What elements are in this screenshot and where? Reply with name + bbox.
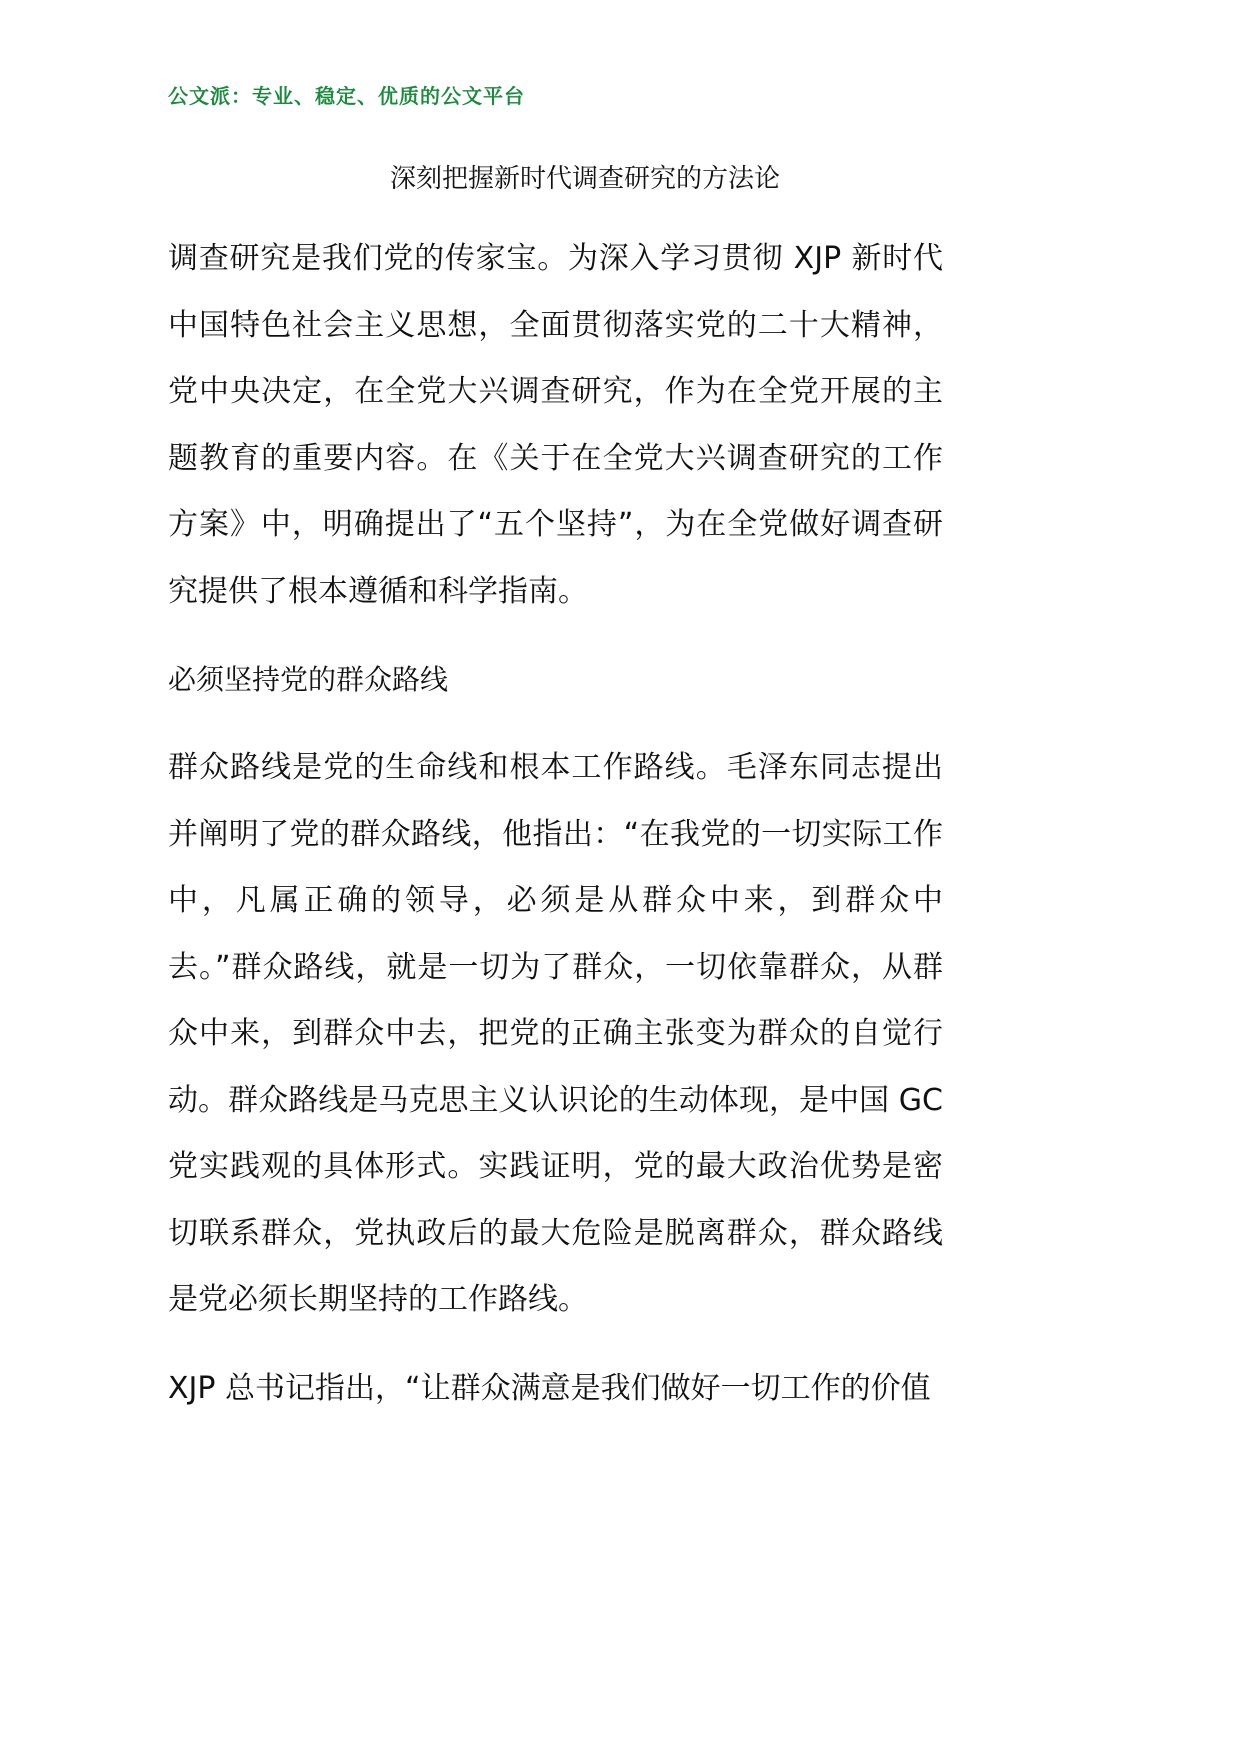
document-body <box>168 226 943 1444</box>
site-header: 公文派：专业、稳定、优质的公文平台 <box>168 84 525 108</box>
section-heading: 必须坚持党的群众路线 <box>168 663 449 696</box>
document-title: 深刻把握新时代调查研究的方法论 <box>389 164 780 194</box>
paragraph-quote: XJP 总书记指出，“让群众满意是我们做好一切工作的价值 <box>168 1370 931 1406</box>
paragraph-mass-line: 群众路线是党的生命线和根本工作路线。毛泽东同志提出并阐明了党的群众路线，他指出：“在我党的一切实际工作中，凡属正确的领导，必须是从群众中来，到群众中去。”群众路线，就是一切为了群众，一切依靠群众，从群众中来，到群众中去，把党的正确主张变为群众的自觉行动。群众路线是马克思主义认识论的生动体现，是中国 GC 党实践观的具体形式。实践证明，党的最大政治优势是密切联系群众，党执政后的最大危险是脱离群众，群众路线是党必须长期坚持的工作路线。 <box>168 750 943 1317</box>
paragraph-intro: 调查研究是我们党的传家宝。为深入学习贯彻 XJP 新时代中国特色社会主义思想，全面贯彻落实党的二十大精神，党中央决定，在全党大兴调查研究，作为在全党开展的主题教育的重要内容。在《关于在全党大兴调查研究的工作方案》中，明确提出了“五个坚持”，为在全党做好调查研究提供了根本遵循和科学指南。 <box>168 241 943 609</box>
